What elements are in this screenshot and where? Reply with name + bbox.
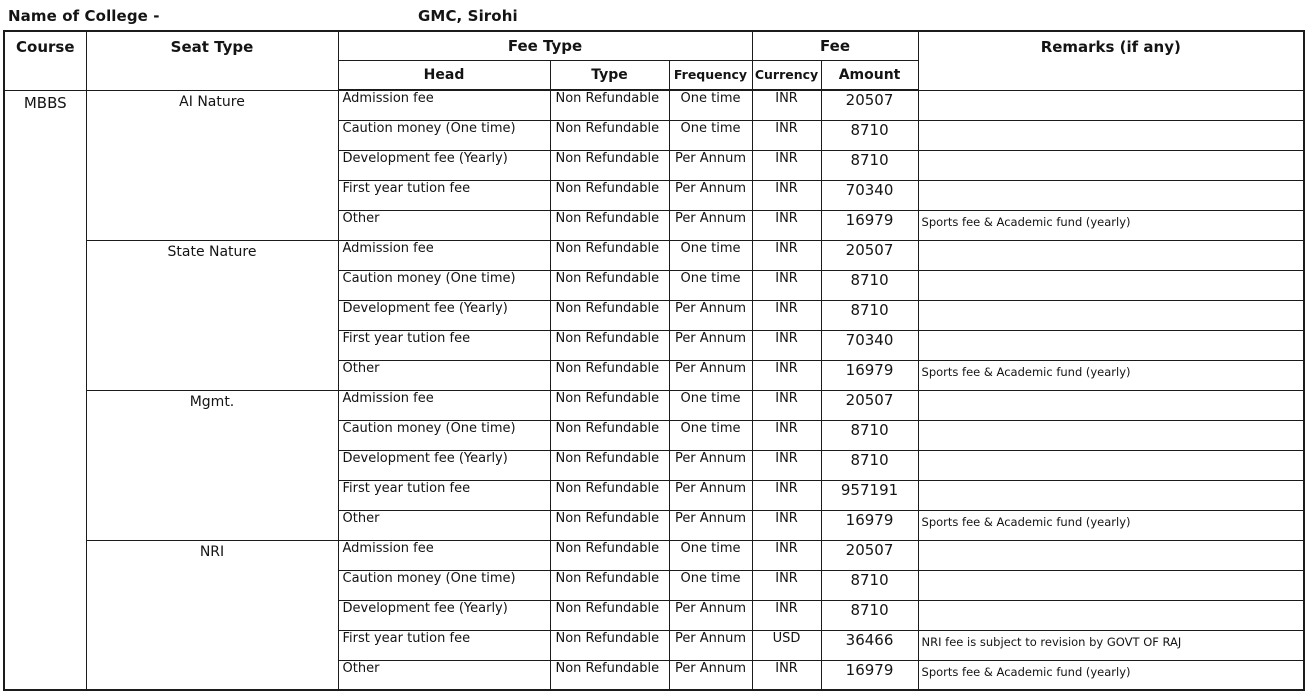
currency-cell: INR: [752, 210, 821, 240]
amount-cell: 20507: [821, 240, 918, 270]
remarks-cell: [918, 240, 1304, 270]
page-title: [0, 0, 1314, 30]
head-cell: Admission fee: [338, 540, 550, 570]
col-header-course: Course: [4, 31, 86, 90]
type-cell: Non Refundable: [550, 210, 669, 240]
remarks-cell: [918, 270, 1304, 300]
currency-cell: INR: [752, 570, 821, 600]
head-cell: Other: [338, 510, 550, 540]
type-cell: Non Refundable: [550, 180, 669, 210]
col-header-type: Type: [550, 60, 669, 90]
amount-cell: 8710: [821, 600, 918, 630]
col-header-fee-type: Fee Type: [338, 31, 752, 60]
currency-cell: INR: [752, 600, 821, 630]
head-cell: First year tution fee: [338, 480, 550, 510]
seat-type-cell: NRI: [86, 540, 338, 690]
currency-cell: USD: [752, 630, 821, 660]
frequency-cell: One time: [669, 390, 752, 420]
frequency-cell: Per Annum: [669, 630, 752, 660]
head-cell: Caution money (One time): [338, 120, 550, 150]
type-cell: Non Refundable: [550, 270, 669, 300]
seat-type-cell: AI Nature: [86, 90, 338, 240]
head-cell: Development fee (Yearly): [338, 450, 550, 480]
amount-cell: 70340: [821, 330, 918, 360]
type-cell: Non Refundable: [550, 420, 669, 450]
head-cell: Caution money (One time): [338, 420, 550, 450]
remarks-cell: Sports fee & Academic fund (yearly): [918, 360, 1304, 390]
type-cell: Non Refundable: [550, 360, 669, 390]
amount-cell: 70340: [821, 180, 918, 210]
col-header-fee: Fee: [752, 31, 918, 60]
frequency-cell: Per Annum: [669, 600, 752, 630]
currency-cell: INR: [752, 150, 821, 180]
frequency-cell: Per Annum: [669, 480, 752, 510]
frequency-cell: Per Annum: [669, 150, 752, 180]
head-cell: First year tution fee: [338, 630, 550, 660]
frequency-cell: One time: [669, 270, 752, 300]
amount-cell: 36466: [821, 630, 918, 660]
remarks-cell: [918, 180, 1304, 210]
remarks-cell: [918, 390, 1304, 420]
amount-cell: 20507: [821, 390, 918, 420]
amount-cell: 8710: [821, 420, 918, 450]
remarks-cell: [918, 300, 1304, 330]
col-header-head: Head: [338, 60, 550, 90]
fee-row: [4, 90, 1304, 120]
currency-cell: INR: [752, 390, 821, 420]
amount-cell: 16979: [821, 210, 918, 240]
amount-cell: 957191: [821, 480, 918, 510]
type-cell: Non Refundable: [550, 330, 669, 360]
head-cell: Development fee (Yearly): [338, 300, 550, 330]
frequency-cell: Per Annum: [669, 510, 752, 540]
seat-type-cell: Mgmt.: [86, 390, 338, 540]
currency-cell: INR: [752, 450, 821, 480]
frequency-cell: Per Annum: [669, 660, 752, 690]
remarks-cell: [918, 120, 1304, 150]
amount-cell: 16979: [821, 360, 918, 390]
currency-cell: INR: [752, 300, 821, 330]
type-cell: Non Refundable: [550, 630, 669, 660]
amount-cell: 8710: [821, 570, 918, 600]
frequency-cell: One time: [669, 420, 752, 450]
currency-cell: INR: [752, 330, 821, 360]
frequency-cell: Per Annum: [669, 300, 752, 330]
head-cell: Admission fee: [338, 90, 550, 120]
head-cell: Caution money (One time): [338, 570, 550, 600]
col-header-amount: Amount: [821, 60, 918, 90]
amount-cell: 16979: [821, 510, 918, 540]
currency-cell: INR: [752, 90, 821, 120]
remarks-cell: [918, 330, 1304, 360]
currency-cell: INR: [752, 540, 821, 570]
currency-cell: INR: [752, 360, 821, 390]
remarks-cell: [918, 540, 1304, 570]
currency-cell: INR: [752, 510, 821, 540]
remarks-cell: [918, 600, 1304, 630]
head-cell: Development fee (Yearly): [338, 150, 550, 180]
head-cell: First year tution fee: [338, 180, 550, 210]
fee-table: [3, 30, 1305, 691]
fee-row: [4, 540, 1304, 570]
frequency-cell: Per Annum: [669, 180, 752, 210]
remarks-cell: NRI fee is subject to revision by GOVT OF RAJ: [918, 630, 1304, 660]
type-cell: Non Refundable: [550, 240, 669, 270]
head-cell: Other: [338, 360, 550, 390]
remarks-cell: [918, 450, 1304, 480]
col-header-currency: Currency: [752, 60, 821, 90]
remarks-cell: Sports fee & Academic fund (yearly): [918, 210, 1304, 240]
amount-cell: 8710: [821, 300, 918, 330]
head-cell: Development fee (Yearly): [338, 600, 550, 630]
col-header-frequency: Frequency: [669, 60, 752, 90]
currency-cell: INR: [752, 180, 821, 210]
currency-cell: INR: [752, 480, 821, 510]
remarks-cell: Sports fee & Academic fund (yearly): [918, 660, 1304, 690]
head-cell: Other: [338, 210, 550, 240]
currency-cell: INR: [752, 420, 821, 450]
seat-type-cell: State Nature: [86, 240, 338, 390]
amount-cell: 20507: [821, 90, 918, 120]
type-cell: Non Refundable: [550, 390, 669, 420]
remarks-cell: [918, 570, 1304, 600]
fee-row: [4, 240, 1304, 270]
currency-cell: INR: [752, 660, 821, 690]
type-cell: Non Refundable: [550, 540, 669, 570]
type-cell: Non Refundable: [550, 510, 669, 540]
frequency-cell: Per Annum: [669, 360, 752, 390]
currency-cell: INR: [752, 270, 821, 300]
frequency-cell: One time: [669, 570, 752, 600]
head-cell: Caution money (One time): [338, 270, 550, 300]
currency-cell: INR: [752, 120, 821, 150]
frequency-cell: Per Annum: [669, 450, 752, 480]
header-row-1: [4, 31, 1304, 60]
college-name-value: GMC, Sirohi: [418, 7, 518, 25]
head-cell: First year tution fee: [338, 330, 550, 360]
amount-cell: 8710: [821, 150, 918, 180]
amount-cell: 8710: [821, 450, 918, 480]
head-cell: Admission fee: [338, 390, 550, 420]
remarks-cell: Sports fee & Academic fund (yearly): [918, 510, 1304, 540]
type-cell: Non Refundable: [550, 300, 669, 330]
head-cell: Other: [338, 660, 550, 690]
frequency-cell: Per Annum: [669, 210, 752, 240]
head-cell: Admission fee: [338, 240, 550, 270]
amount-cell: 8710: [821, 120, 918, 150]
type-cell: Non Refundable: [550, 120, 669, 150]
type-cell: Non Refundable: [550, 480, 669, 510]
currency-cell: INR: [752, 240, 821, 270]
frequency-cell: Per Annum: [669, 330, 752, 360]
fee-row: [4, 390, 1304, 420]
type-cell: Non Refundable: [550, 90, 669, 120]
frequency-cell: One time: [669, 240, 752, 270]
remarks-cell: [918, 90, 1304, 120]
frequency-cell: One time: [669, 90, 752, 120]
amount-cell: 8710: [821, 270, 918, 300]
col-header-remarks: Remarks (if any): [918, 31, 1304, 90]
amount-cell: 16979: [821, 660, 918, 690]
col-header-seat-type: Seat Type: [86, 31, 338, 90]
college-name-label: Name of College -: [8, 7, 160, 25]
frequency-cell: One time: [669, 540, 752, 570]
type-cell: Non Refundable: [550, 150, 669, 180]
remarks-cell: [918, 480, 1304, 510]
frequency-cell: One time: [669, 120, 752, 150]
amount-cell: 20507: [821, 540, 918, 570]
type-cell: Non Refundable: [550, 450, 669, 480]
type-cell: Non Refundable: [550, 570, 669, 600]
course-cell: MBBS: [4, 90, 86, 690]
remarks-cell: [918, 150, 1304, 180]
remarks-cell: [918, 420, 1304, 450]
type-cell: Non Refundable: [550, 600, 669, 630]
type-cell: Non Refundable: [550, 660, 669, 690]
